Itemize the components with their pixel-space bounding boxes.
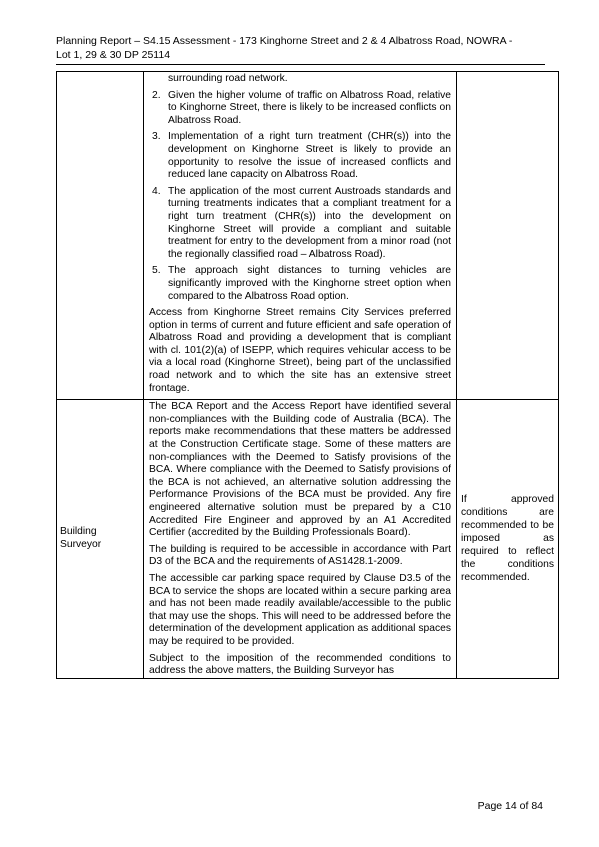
list-item: 4. The application of the most current Austroads standards and turning treatments indicates that a compliant treatment for a right turn treatment (CHR(s)) into the development on Kinghorne Street will provide a compliant and suitable treatment for entry to the development from a minor road (not the regionally classified road – Albatross Road). bbox=[152, 185, 451, 260]
row2-content-cell bbox=[144, 400, 457, 678]
header-title-line1: Planning Report – S4.15 Assessment - 173 Kinghorne Street and 2 & 4 Albatross Road, NOWRA - bbox=[56, 35, 513, 47]
referral-label: Building Surveyor bbox=[60, 526, 102, 550]
row1-label-cell bbox=[57, 72, 144, 400]
header-divider bbox=[56, 64, 545, 65]
paragraph: The accessible car parking space required by Clause D3.5 of the BCA to service the shops are located within a secure parking area and has not been made readily available/accessible to the public that may use the shops. This will need to be addressed before the determination of the development application as additional spaces may be required to be provided. bbox=[149, 572, 451, 647]
conditions-text: If approved conditions are recommended to be imposed as required to reflect the conditions recommended. bbox=[461, 494, 554, 584]
table-row bbox=[57, 400, 559, 678]
continued-text: surrounding road network. bbox=[168, 73, 288, 84]
row1-content-cell bbox=[144, 72, 457, 400]
row2-label-cell bbox=[57, 400, 144, 678]
list-item: 2. Given the higher volume of traffic on Albatross Road, relative to Kinghorne Street, there is likely to be increased conflicts on Albatross Road. bbox=[152, 89, 451, 126]
paragraph: Subject to the imposition of the recommended conditions to address the above matters, the Building Surveyor has bbox=[149, 652, 451, 677]
page-header bbox=[56, 34, 544, 62]
closing-paragraph: Access from Kinghorne Street remains City Services preferred option in terms of current and future efficient and safe operation of Albatross Road and providing a development that is compliant with cl. 101(2)(a) of ISEPP, which requires vehicular access to be via a local road (Kinghorne Street), being part of the unclassified road network and to which the site has an extensive street frontage. bbox=[149, 307, 451, 394]
row1-conditions-cell bbox=[457, 72, 559, 400]
table-row bbox=[57, 72, 559, 400]
header-title-line2: Lot 1, 29 & 30 DP 25114 bbox=[56, 49, 171, 61]
list-item: 5. The approach sight distances to turning vehicles are significantly improved with the Kinghorne street option when compared to the Albatross Road option. bbox=[152, 265, 451, 302]
paragraph: The BCA Report and the Access Report have identified several non-compliances with the Building code of Australia (BCA). The reports make recommendations that these matters be addressed at the Construction Certificate stage. Some of these matters are non-compliances with the Deemed to Satisfy provisions of the BCA. Where compliance with the Deemed to Satisfy provisions of the BCA is not achieved, an alternative solution addressing the Performance Provisions of the BCA must be provided. Any fire engineered alternative solution must be prepared by a C10 Accredited Fire Engineer and approved by an A1 Accredited Certifier (accredited by the Building Professionals Board). bbox=[149, 401, 451, 539]
row2-conditions-cell bbox=[457, 400, 559, 678]
paragraph: The building is required to be accessible in accordance with Part D3 of the BCA and the requirements of AS1428.1-2009. bbox=[149, 543, 451, 568]
list-item: 3. Implementation of a right turn treatment (CHR(s)) into the development on Kinghorne Street is likely to provide an opportunity to resolve the issue of increased conflicts and reduced lane capacity on Albatross Road. bbox=[152, 131, 451, 181]
page-number: Page 14 of 84 bbox=[477, 800, 543, 812]
assessment-table bbox=[56, 71, 559, 679]
numbered-list bbox=[149, 90, 451, 304]
